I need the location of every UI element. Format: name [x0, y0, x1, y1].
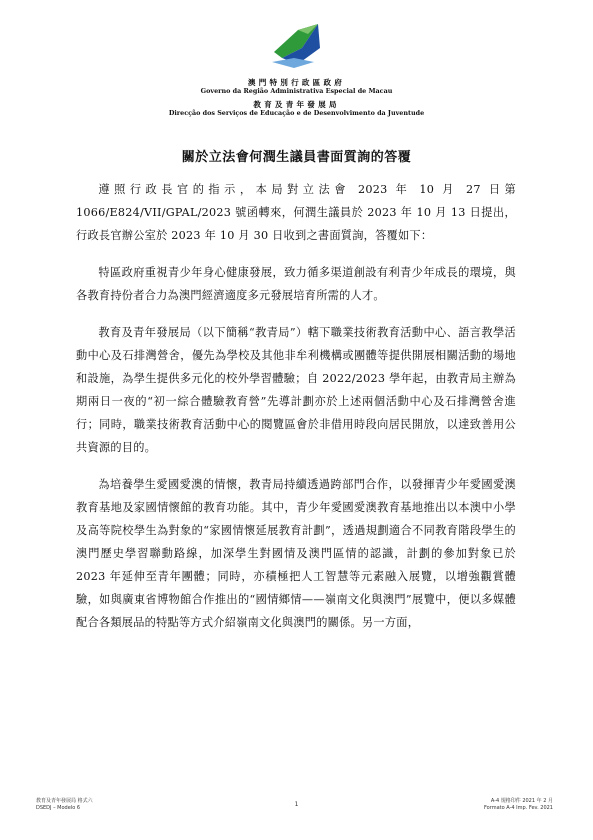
page-number: 1 [294, 801, 299, 808]
footer-print-format-chinese: A-4 規格印件 2021 年 2 月 [490, 798, 553, 804]
paragraph-activity-centres: 教育及青年發展局（以下簡稱“教青局”）轄下職業技術教育活動中心、語言教學活動中心及石排灣營舍，優先為學校及其他非牟利機構或團體等提供開展相關活動的場地和設施，為學生提供多元化的校外學習體驗；自 2022/2023 學年起，由教青局主辦為期兩日一夜的“初一綜合體驗教育營”先導計劃亦於上述兩個活動中心及石排灣營舍進行；同時，職業技術教育活動中心的閱覽區會於非借用時段向居民開放，以達致善用公共資源的目的。 [76, 326, 516, 454]
footer-print-format [484, 798, 553, 812]
paragraph-youth-development: 特區政府重視青少年身心健康發展，致力循多渠道創設有利青少年成長的環境，與各教育持份者合力為澳門經濟適度多元發展培育所需的人才。 [76, 266, 516, 302]
footer-print-format-portuguese: Formato A-4 Imp. Fev. 2021 [483, 805, 553, 811]
government-name-portuguese: Governo da Região Administrativa Especial de Macau [200, 87, 393, 95]
document-body [76, 178, 516, 648]
paragraph-intro: 遵照行政長官的指示，本局對立法會 2023 年 10 月 27 日第 1066/E824/VII/GPAL/2023 號函轉來，何潤生議員於 2023 年 10 月 13 日提出，行政長官辦公室於 2023 年 10 月 30 日收到之書面質詢，答覆如下： [76, 183, 516, 242]
government-logo-icon [268, 18, 324, 72]
government-name-chinese: 澳門特別行政區政府 [247, 78, 346, 87]
footer-form-code-chinese: 教育及青年發展局 格式六 [36, 798, 93, 804]
paragraph-patriotic-education: 為培養學生愛國愛澳的情懷，教青局持續透過跨部門合作，以發揮青少年愛國愛澳教育基地及家國情懷館的教育功能。其中，青少年愛國愛澳教育基地推出以本澳中小學及高等院校學生為對象的“家國情懷延展教育計劃”，透過規劃適合不同教育階段學生的澳門歷史學習聯動路線，加深學生對國情及澳門區情的認識，計劃的參加對象已於 2023 年延伸至青年團體；同時，亦積極把人工智慧等元素融入展覽，以增強觀賞體驗，如與廣東省博物館合作推出的“國情鄉情——嶺南文化與澳門”展覽中，便以多媒體配合各類展品的特點等方式介紹嶺南文化與澳門的關係。另一方面， [76, 478, 516, 629]
department-name-chinese: 教育及青年發展局 [253, 100, 340, 109]
department-name-portuguese: Direcção dos Serviços de Educação e de Desenvolvimento da Juventude [168, 109, 425, 117]
document-title: 關於立法會何潤生議員書面質詢的答覆 [181, 150, 412, 165]
footer-form-code-portuguese: DSEDJ – Modelo 6 [36, 805, 81, 811]
